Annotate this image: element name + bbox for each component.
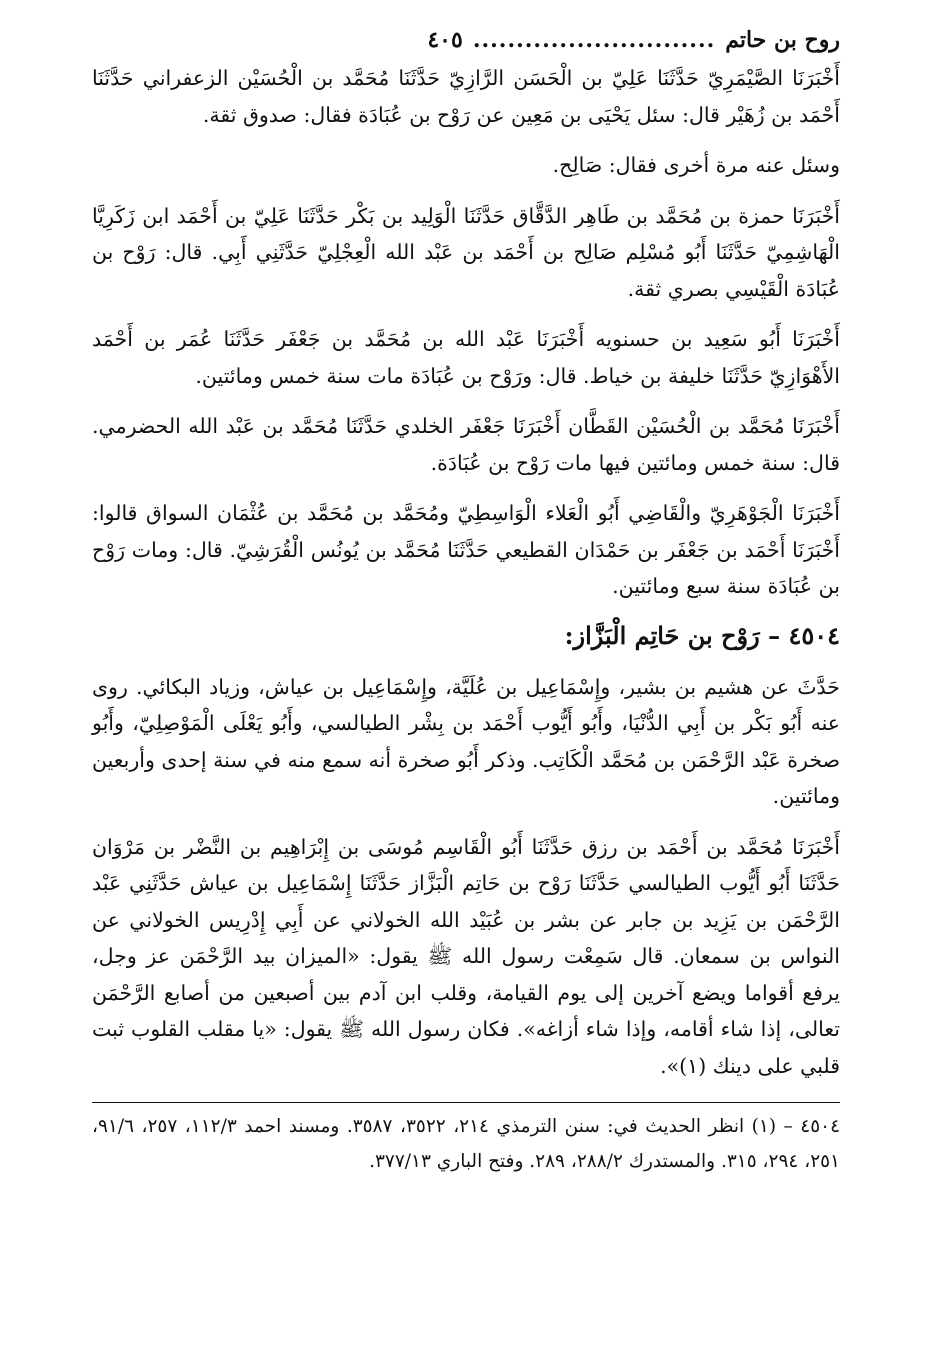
page-number: ٤٠٥ bbox=[427, 27, 463, 53]
narration-paragraph-3: أَخْبَرَنَا حمزة بن مُحَمَّد بن طَاهِر الدَّقَّاق حَدَّثَنَا الْوَلِيد بن بَكْر حَدَّثَنَا عَلِيّ بن أَحْمَد ابن زَكَرِيَّا الْهَاشِمِيّ حَدَّثَنَا أَبُو مُسْلِم صَالِح بن أَحْمَد بن عَبْد الله الْعِجْلِيّ حَدَّثَنِي أَبِي. قال: رَوْح بن عُبَادَة الْقَيْسِي بصري ثقة. bbox=[92, 203, 840, 301]
narration-paragraph-6: أَخْبَرَنَا الْجَوْهَرِيّ والْقَاضِي أَبُو الْعَلاء الْوَاسِطِيّ ومُحَمَّد بن مُحَمَّد بن عُثْمَان السواق قالوا: أَخْبَرَنَا أَحْمَد بن جَعْفَر بن حَمْدَان القطيعي حَدَّثَنَا مُحَمَّد بن يُونُس الْقُرَشِيّ. قال: ومات رَوْح بن عُبَادَة سنة سبع ومائتين. bbox=[92, 501, 840, 598]
entry-paragraph-2: أَخْبَرَنَا مُحَمَّد بن أَحْمَد بن رزق حَدَّثَنَا أَبُو الْقَاسِم مُوسَى بن إِبْرَاهِيم بن النَّضْر بن مَرْوَان حَدَّثَنَا أَبُو أَيُّوب الطيالسي حَدَّثَنَا رَوْح بن حَاتِم الْبَزَّاز حَدَّثَنَا إِسْمَاعِيل بن عياش حَدَّثَنِي عَبْد الرَّحْمَن بن يَزِيد بن جابر عن بشر بن عُبَيْد الله الخولاني عن أَبِي إِدْرِيس الخولاني عن النواس بن سمعان. قال سَمِعْت رسول الله ﷺ يقول: «الميزان بيد الرَّحْمَن عز وجل، يرفع أقواما ويضع آخرين إلى يوم القيامة، وقلب ابن آدم بين أصبعين من أصابع الرَّحْمَن تعالى، إذا شاء أقامه، وإذا شاء أزاغه». فكان رسول الله ﷺ يقول: «يا مقلب القلوب ثبت قلبي على دينك (١)». bbox=[92, 834, 840, 1078]
narration-paragraph-2: وسئل عنه مرة أخرى فقال: صَالِح. bbox=[552, 153, 840, 177]
header-dots: ............................ bbox=[472, 27, 716, 53]
entry-heading: ٤٥٠٤ – رَوْح بن حَاتِم الْبَزَّاز: bbox=[564, 620, 840, 650]
footnote: ٤٥٠٤ – (١) انظر الحديث في: سنن الترمذي ٢١٤، ٣٥٢٢، ٣٥٨٧. ومسند احمد ١١٢/٣، ٢٥٧، ٩١/٦، ٢٥١، ٢٩٤، ٣١٥. والمستدرك ٢٨٨/٢، ٢٨٩. وفتح الباري ٣٧٧/١٣. bbox=[92, 1116, 841, 1172]
narration-paragraph-4: أَخْبَرَنَا أَبُو سَعِيد بن حسنويه أَخْبَرَنَا عَبْد الله بن مُحَمَّد بن جَعْفَر حَدَّثَنَا عُمَر بن أَحْمَد الأَهْوَازِيّ حَدَّثَنَا خليفة بن خياط. قال: ورَوْح بن عُبَادَة مات سنة خمس ومائتين. bbox=[92, 327, 840, 388]
narration-paragraph-5: أَخْبَرَنَا مُحَمَّد بن الْحُسَيْن القَطَّان أَخْبَرَنَا جَعْفَر الخلدي حَدَّثَنَا مُحَمَّد بن عَبْد الله الحضرمي. قال: سنة خمس ومائتين فيها مات رَوْح بن عُبَادَة. bbox=[92, 414, 840, 475]
running-title: روح بن حاتم bbox=[725, 27, 840, 53]
entry-paragraph-1: حَدَّثَ عن هشيم بن بشير، وإِسْمَاعِيل بن عُلَيَّة، وإِسْمَاعِيل بن عياش، وزياد البكائي. روى عنه أَبُو بَكْر بن أَبِي الدُّنْيَا، وأَبُو أَيُّوب أَحْمَد بن بِشْر الطيالسي، وأَبُو يَعْلَى الْمَوْصِلِيّ، وأَبُو صخرة عَبْد الرَّحْمَن بن مُحَمَّد الْكَاتِب. وذكر أَبُو صخرة أنه سمع منه في سنة إحدى وأربعين ومائتين. bbox=[92, 674, 840, 808]
footnote-divider bbox=[92, 1102, 840, 1103]
narration-paragraph-1: أَخْبَرَنَا الصَّيْمَرِيّ حَدَّثَنَا عَلِيّ بن الْحَسَن الرَّازِيّ حَدَّثَنَا مُحَمَّد بن الْحُسَيْن الزعفراني حَدَّثَنَا أَحْمَد بن زُهَيْر قال: سئل يَحْيَى بن مَعِين عن رَوْح بن عُبَادَة فقال: صدوق ثقة. bbox=[92, 66, 840, 127]
running-header bbox=[92, 20, 840, 60]
book-page bbox=[92, 20, 840, 1179]
